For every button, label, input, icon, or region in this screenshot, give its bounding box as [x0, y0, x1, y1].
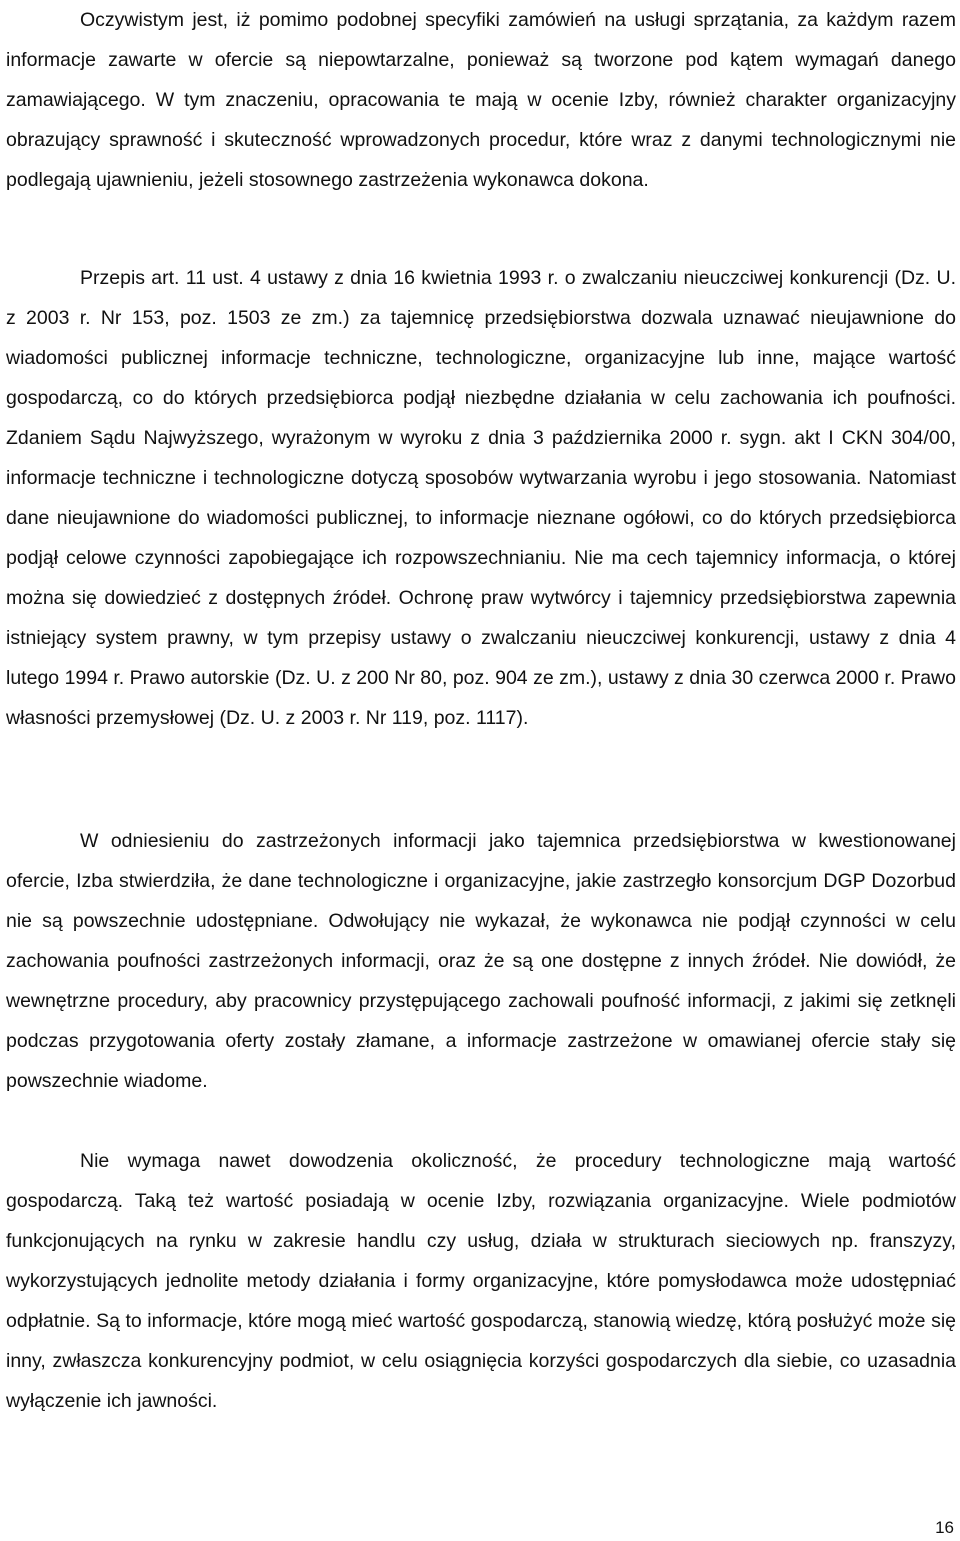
- paragraph-3: W odniesieniu do zastrzeżonych informacji jako tajemnica przedsiębiorstwa w kwestionowanej ofercie, Izba stwierdziła, że dane technologiczne i organizacyjne, jakie zastrzegło konsorcjum DGP Dozorbud nie są powszechnie udostępniane. Odwołujący nie wykazał, że wykonawca nie podjął czynności w celu zachowania poufności zastrzeżonych informacji, oraz że są one dostępne z innych źródeł. Nie dowiódł, że wewnętrzne procedury, aby pracownicy przystępującego zachowali poufność informacji, z jakimi się zetknęli podczas przygotowania oferty zostały złamane, a informacje zastrzeżone w omawianej ofercie stały się powszechnie wiadome.: [6, 830, 956, 1092]
- page-number: 16: [935, 1518, 954, 1537]
- paragraph-4: Nie wymaga nawet dowodzenia okoliczność, że procedury technologiczne mają wartość gospodarczą. Taką też wartość posiadają w ocenie Izby, rozwiązania organizacyjne. Wiele podmiotów funkcjonujących na rynku w zakresie handlu czy usług, działa w strukturach sieciowych np. franszyzy, wykorzystujących jednolite metody działania i formy organizacyjne, które pomysłodawca może udostępniać odpłatnie. Są to informacje, które mogą mieć wartość gospodarczą, stanowią wiedzę, którą posłużyć może się inny, zwłaszcza konkurencyjny podmiot, w celu osiągnięcia korzyści gospodarczych dla siebie, co uzasadnia wyłączenie ich jawności.: [6, 1150, 956, 1412]
- paragraph-3-block: [6, 821, 956, 1101]
- paragraph-2: Przepis art. 11 ust. 4 ustawy z dnia 16 kwietnia 1993 r. o zwalczaniu nieuczciwej konkurencji (Dz. U. z 2003 r. Nr 153, poz. 1503 ze zm.) za tajemnicę przedsiębiorstwa dozwala uznawać nieujawnione do wiadomości publicznej informacje techniczne, technologiczne, organizacyjne lub inne, mające wartość gospodarczą, co do których przedsiębiorca podjął niezbędne działania w celu zachowania ich poufności. Zdaniem Sądu Najwyższego, wyrażonym w wyroku z dnia 3 października 2000 r. sygn. akt I CKN 304/00, informacje techniczne i technologiczne dotyczą sposobów wytwarzania wyrobu i jego stosowania. Natomiast dane nieujawnione do wiadomości publicznej, to informacje nieznane ogółowi, co do których przedsiębiorca podjął celowe czynności zapobiegające ich rozpowszechnianiu. Nie ma cech tajemnicy informacja, o której można się dowiedzieć z dostępnych źródeł. Ochronę praw wytwórcy i tajemnicy przedsiębiorstwa zapewnia istniejący system prawny, w tym przepisy ustawy o zwalczaniu nieuczciwej konkurencji, ustawy z dnia 4 lutego 1994 r. Prawo autorskie (Dz. U. z 200 Nr 80, poz. 904 ze zm.), ustawy z dnia 30 czerwca 2000 r. Prawo własności przemysłowej (Dz. U. z 2003 r. Nr 119, poz. 1117).: [6, 267, 956, 729]
- paragraph-2-block: [6, 258, 956, 738]
- paragraph-1-block: [6, 0, 956, 200]
- paragraph-1: Oczywistym jest, iż pomimo podobnej specyfiki zamówień na usługi sprzątania, za każdym razem informacje zawarte w ofercie są niepowtarzalne, ponieważ są tworzone pod kątem wymagań danego zamawiającego. W tym znaczeniu, opracowania te mają w ocenie Izby, również charakter organizacyjny obrazujący sprawność i skuteczność wprowadzonych procedur, które wraz z danymi technologicznymi nie podlegają ujawnieniu, jeżeli stosownego zastrzeżenia wykonawca dokona.: [6, 9, 956, 191]
- paragraph-4-block: [6, 1141, 956, 1421]
